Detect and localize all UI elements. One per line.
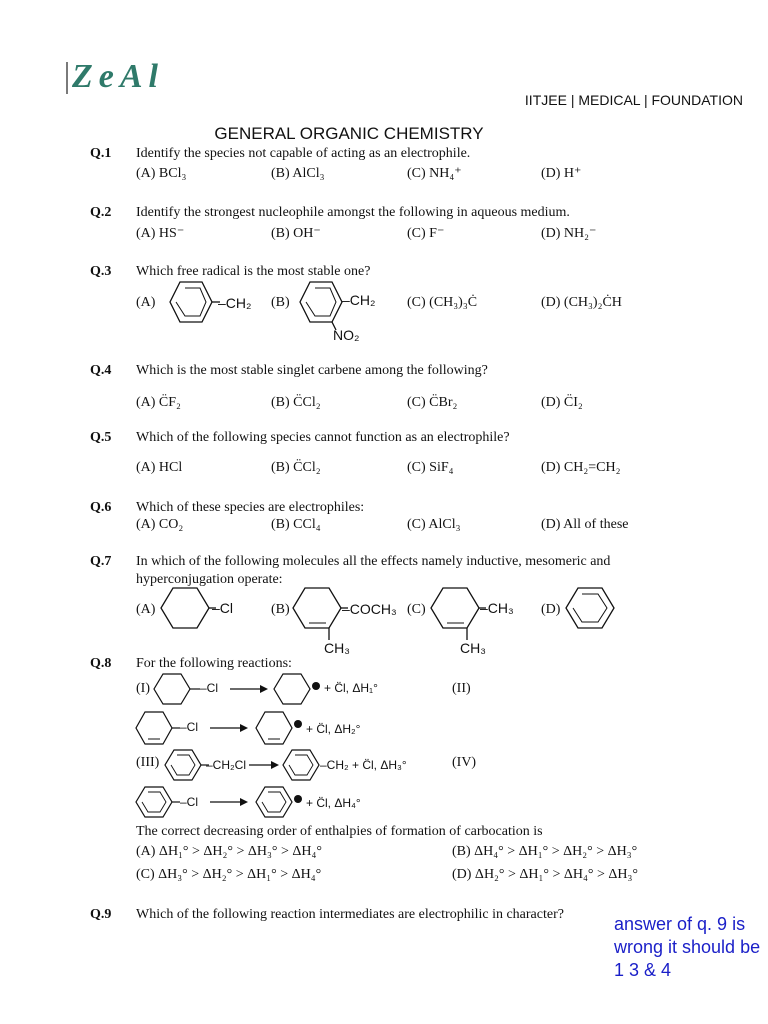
q3-option-b-label: (B) bbox=[271, 295, 290, 310]
q6-option-a: (A) CO₂ bbox=[136, 517, 184, 532]
q7-a-group: –Cl bbox=[212, 600, 234, 616]
q2-option-c: (C) F⁻ bbox=[407, 226, 445, 241]
zeal-logo bbox=[62, 58, 180, 98]
q8-text: For the following reactions: bbox=[136, 656, 292, 671]
q3-benzene-b bbox=[290, 278, 350, 330]
q3-option-d: (D) (CH₃)₂ĊH bbox=[541, 295, 622, 310]
q8-reaction-1-cl: –Cl bbox=[200, 681, 219, 695]
q7-option-b-label: (B) bbox=[271, 602, 290, 617]
q8-order-text: The correct decreasing order of enthalpies of formation of carbocation is bbox=[136, 824, 543, 839]
q6-option-c: (C) AlCl₃ bbox=[407, 517, 461, 532]
q4-number: Q.4 bbox=[90, 363, 112, 378]
q9-text: Which of the following reaction intermediates are electrophilic in character? bbox=[136, 907, 564, 922]
q8-reaction-2-label: (II) bbox=[452, 681, 471, 696]
q8-reaction-3-scheme bbox=[163, 748, 343, 784]
q4-text: Which is the most stable singlet carbene among the following? bbox=[136, 363, 488, 378]
q5-text: Which of the following species cannot function as an electrophile? bbox=[136, 430, 510, 445]
q8-reaction-2-product: + C̈l, ΔH₂° bbox=[306, 722, 361, 736]
q3-option-a-label: (A) bbox=[136, 295, 156, 310]
q5-option-a: (A) HCl bbox=[136, 460, 183, 475]
q3-a-group: –CH₂ bbox=[218, 295, 252, 311]
q8-reaction-1-label: (I) bbox=[136, 681, 150, 696]
q8-reaction-4-label: (IV) bbox=[452, 755, 477, 770]
q8-reaction-2-cl: –Cl bbox=[180, 720, 199, 734]
q2-option-b: (B) OH⁻ bbox=[271, 226, 321, 241]
q3-text: Which free radical is the most stable one? bbox=[136, 264, 371, 279]
q8-option-d: (D) ΔH₂° > ΔH₁° > ΔH₄° > ΔH₃° bbox=[452, 867, 638, 882]
q2-number: Q.2 bbox=[90, 205, 112, 220]
q7-text-line1: In which of the following molecules all the effects namely inductive, mesomeric and bbox=[136, 554, 611, 569]
q2-option-d: (D) NH₂⁻ bbox=[541, 226, 597, 241]
q2-text: Identify the strongest nucleophile amongst the following in aqueous medium. bbox=[136, 205, 570, 220]
q3-benzene-a bbox=[160, 278, 220, 328]
q4-option-d: (D) C̈I₂ bbox=[541, 395, 583, 410]
q8-reaction-4-cl: –Cl bbox=[180, 795, 199, 809]
q8-reaction-4-product: + C̈l, ΔH₄° bbox=[306, 796, 361, 810]
q7-option-d-label: (D) bbox=[541, 602, 561, 617]
header-tagline: IITJEE | MEDICAL | FOUNDATION bbox=[524, 92, 743, 108]
q4-option-a: (A) C̈F₂ bbox=[136, 395, 181, 410]
q7-option-a-label: (A) bbox=[136, 602, 156, 617]
q7-text-line2: hyperconjugation operate: bbox=[136, 572, 283, 587]
q7-b-group: –COCH₃ bbox=[342, 601, 397, 617]
q3-b-substituent: NO₂ bbox=[333, 327, 360, 343]
q6-option-b: (B) CCl₄ bbox=[271, 517, 321, 532]
q4-option-c: (C) C̈Br₂ bbox=[407, 395, 458, 410]
q7-c-substituent: CH₃ bbox=[460, 640, 486, 656]
q8-reaction-3-product: –CH₂ + C̈l, ΔH₃° bbox=[320, 758, 407, 772]
q4-option-b: (B) C̈Cl₂ bbox=[271, 395, 321, 410]
q7-number: Q.7 bbox=[90, 554, 112, 569]
logo-text: ZeAl bbox=[72, 58, 164, 95]
q8-reaction-1-product: + C̈l, ΔH₁° bbox=[324, 681, 378, 695]
q5-option-b: (B) C̈Cl₂ bbox=[271, 460, 321, 475]
q7-c-group: –CH₃ bbox=[480, 600, 514, 616]
q1-text: Identify the species not capable of acting as an electrophile. bbox=[136, 146, 471, 161]
q5-number: Q.5 bbox=[90, 430, 112, 445]
q7-cyclohexane-a bbox=[158, 584, 218, 634]
q2-option-a: (A) HS⁻ bbox=[136, 226, 185, 241]
q8-option-a: (A) ΔH₁° > ΔH₂° > ΔH₃° > ΔH₄° bbox=[136, 844, 322, 859]
logo-bar bbox=[66, 62, 68, 94]
q3-b-group: –CH₂ bbox=[342, 292, 376, 308]
q8-option-b: (B) ΔH₄° > ΔH₁° > ΔH₂° > ΔH₃° bbox=[452, 844, 638, 859]
q1-option-b: (B) AlCl₃ bbox=[271, 166, 325, 181]
q3-number: Q.3 bbox=[90, 264, 112, 279]
q9-number: Q.9 bbox=[90, 907, 112, 922]
q1-option-a: (A) BCl₃ bbox=[136, 166, 187, 181]
q1-option-c: (C) NH₄⁺ bbox=[407, 166, 462, 181]
q6-number: Q.6 bbox=[90, 500, 112, 515]
q7-option-c-label: (C) bbox=[407, 602, 426, 617]
q8-reaction-3-label: (III) bbox=[136, 755, 160, 770]
q1-option-d: (D) H⁺ bbox=[541, 166, 582, 181]
q5-option-d: (D) CH₂=CH₂ bbox=[541, 460, 621, 475]
q6-text: Which of these species are electrophiles: bbox=[136, 500, 365, 515]
answer-note: answer of q. 9 is wrong it should be 1 3 & 4 bbox=[614, 914, 761, 980]
q7-b-substituent: CH₃ bbox=[324, 640, 350, 656]
q1-number: Q.1 bbox=[90, 146, 112, 161]
q8-number: Q.8 bbox=[90, 656, 112, 671]
q5-option-c: (C) SiF₄ bbox=[407, 460, 454, 475]
q3-option-c: (C) (CH₃)₃Ċ bbox=[407, 295, 478, 310]
page-title: GENERAL ORGANIC CHEMISTRY bbox=[214, 124, 484, 143]
q7-benzene-d bbox=[564, 586, 616, 634]
q8-option-c: (C) ΔH₃° > ΔH₂° > ΔH₁° > ΔH₄° bbox=[136, 867, 322, 882]
q8-reaction-3-reactant: –CH₂Cl bbox=[206, 758, 246, 772]
q6-option-d: (D) All of these bbox=[541, 517, 629, 532]
